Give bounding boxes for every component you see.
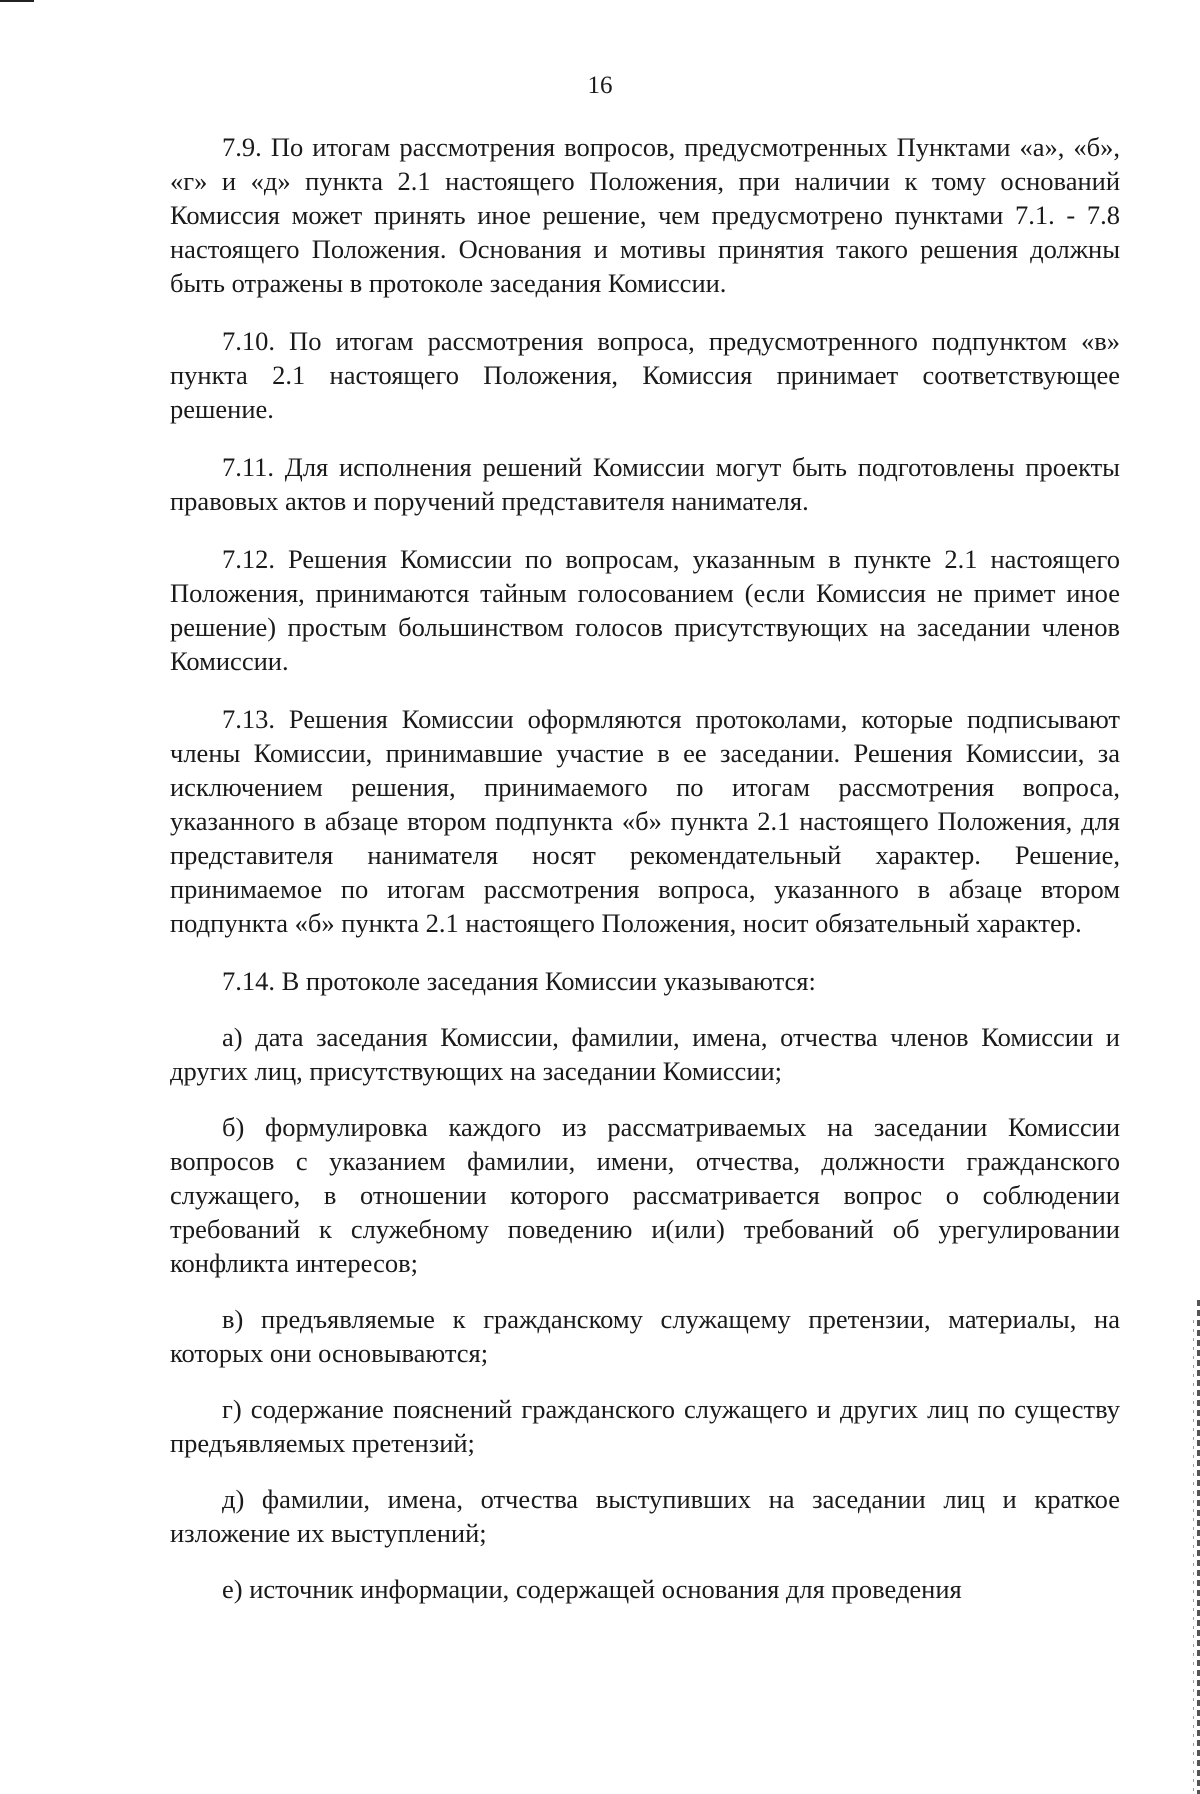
- paragraph-7-10: 7.10. По итогам рассмотрения вопроса, предусмотренного подпунктом «в» пункта 2.1 настоящего Положения, Комиссия принимает соответствующее решение.: [170, 326, 1120, 424]
- paragraph-7-11: 7.11. Для исполнения решений Комиссии могут быть подготовлены проекты правовых актов и поручений представителя нанимателя.: [170, 452, 1120, 516]
- list-item-e: е) источник информации, содержащей основания для проведения: [222, 1574, 962, 1604]
- paragraph-7-13: 7.13. Решения Комиссии оформляются протоколами, которые подписывают члены Комиссии, принимавшие участие в ее заседании. Решения Комиссии, за исключением решения, принимаемого по итогам рассмотрения вопроса, указанного в абзаце втором подпункта «б» пункта 2.1 настоящего Положения, для представителя нанимателя носят рекомендательный характер. Решение, принимаемое по итогам рассмотрения вопроса, указанного в абзаце втором подпункта «б» пункта 2.1 настоящего Положения, носит обязательный характер.: [170, 704, 1120, 938]
- page-number: 16: [587, 72, 613, 99]
- scan-artifact-corner: [0, 0, 34, 2]
- list-item-b: б) формулировка каждого из рассматриваемых на заседании Комиссии вопросов с указанием фамилии, имени, отчества, должности гражданского служащего, в отношении которого рассматривается вопрос о соблюдении требований к служебному поведению и(или) требований об урегулировании конфликта интересов;: [170, 1112, 1120, 1278]
- paragraph-7-14: 7.14. В протоколе заседания Комиссии указываются:: [222, 966, 816, 996]
- document-body: [170, 130, 1120, 1628]
- paragraph-7-9: 7.9. По итогам рассмотрения вопросов, предусмотренных Пунктами «а», «б», «г» и «д» пункта 2.1 настоящего Положения, при наличии к тому оснований Комиссия может принять иное решение, чем предусмотрено пунктами 7.1. - 7.8 настоящего Положения. Основания и мотивы принятия такого решения должны быть отражены в протоколе заседания Комиссии.: [170, 132, 1120, 298]
- scan-artifact-edge-inner: [1193, 1320, 1194, 1794]
- list-item-g: г) содержание пояснений гражданского служащего и других лиц по существу предъявляемых претензий;: [170, 1394, 1120, 1458]
- list-item-d: д) фамилии, имена, отчества выступивших на заседании лиц и краткое изложение их выступлений;: [170, 1484, 1120, 1548]
- list-item-v: в) предъявляемые к гражданскому служащему претензии, материалы, на которых они основываются;: [170, 1304, 1120, 1368]
- paragraph-7-12: 7.12. Решения Комиссии по вопросам, указанным в пункте 2.1 настоящего Положения, принимаются тайным голосованием (если Комиссия не примет иное решение) простым большинством голосов присутствующих на заседании членов Комиссии.: [170, 544, 1120, 676]
- list-item-a: а) дата заседания Комиссии, фамилии, имена, отчества членов Комиссии и других лиц, присутствующих на заседании Комиссии;: [170, 1022, 1120, 1086]
